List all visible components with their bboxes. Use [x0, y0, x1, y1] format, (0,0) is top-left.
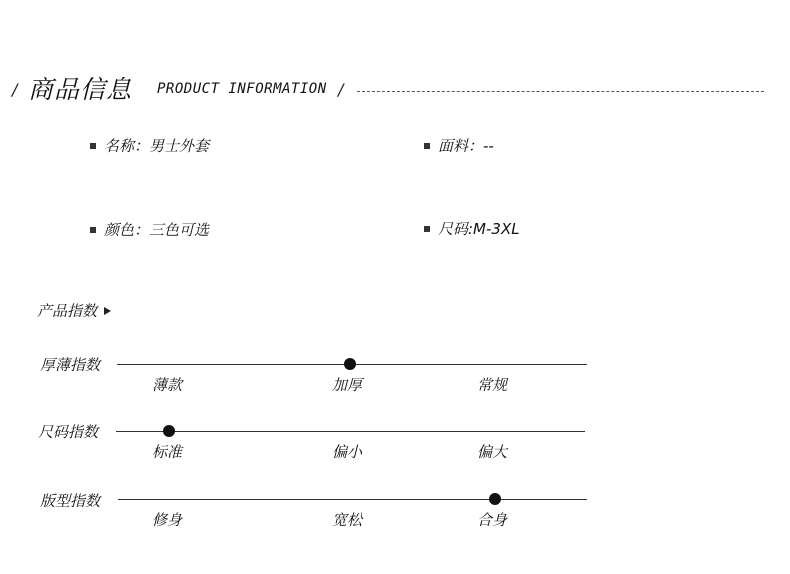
section-title-text: 产品指数 [37, 302, 98, 320]
index-marker-fit [489, 493, 501, 505]
header-slash-left: / [12, 80, 18, 99]
header-slash-right: / [338, 80, 344, 99]
index-option: 常规 [477, 376, 508, 394]
triangle-right-icon [104, 307, 111, 315]
index-option: 偏大 [477, 443, 508, 461]
product-index-title [37, 300, 111, 321]
info-item-color [90, 219, 209, 240]
square-bullet-icon [90, 143, 96, 149]
page-subtitle: PRODUCT INFORMATION [157, 81, 327, 97]
square-bullet-icon [424, 226, 430, 232]
index-option: 加厚 [332, 376, 363, 394]
info-item-name [90, 135, 209, 156]
index-option: 修身 [152, 511, 183, 529]
index-marker-thickness [344, 358, 356, 370]
index-option: 宽松 [332, 511, 363, 529]
index-row-label-size: 尺码指数 [38, 423, 99, 441]
info-item-label: 名称：男士外套 [104, 137, 210, 155]
index-marker-size [163, 425, 175, 437]
index-row-label-thickness: 厚薄指数 [40, 356, 101, 374]
info-item-size [424, 218, 520, 239]
info-item-label: 颜色：三色可选 [104, 221, 210, 239]
header-dashed-divider [357, 91, 764, 92]
index-track-fit [118, 499, 587, 500]
info-item-fabric [424, 135, 494, 156]
square-bullet-icon [90, 227, 96, 233]
index-option: 薄款 [152, 376, 183, 394]
index-track-size [116, 431, 585, 432]
index-option: 合身 [477, 511, 508, 529]
page-title: 商品信息 [28, 75, 133, 104]
index-option: 偏小 [332, 443, 363, 461]
index-row-label-fit: 版型指数 [40, 492, 101, 510]
info-item-label: 面料：-- [438, 137, 494, 155]
square-bullet-icon [424, 143, 430, 149]
index-option: 标准 [152, 443, 183, 461]
info-item-label: 尺码:M-3XL [438, 220, 520, 238]
